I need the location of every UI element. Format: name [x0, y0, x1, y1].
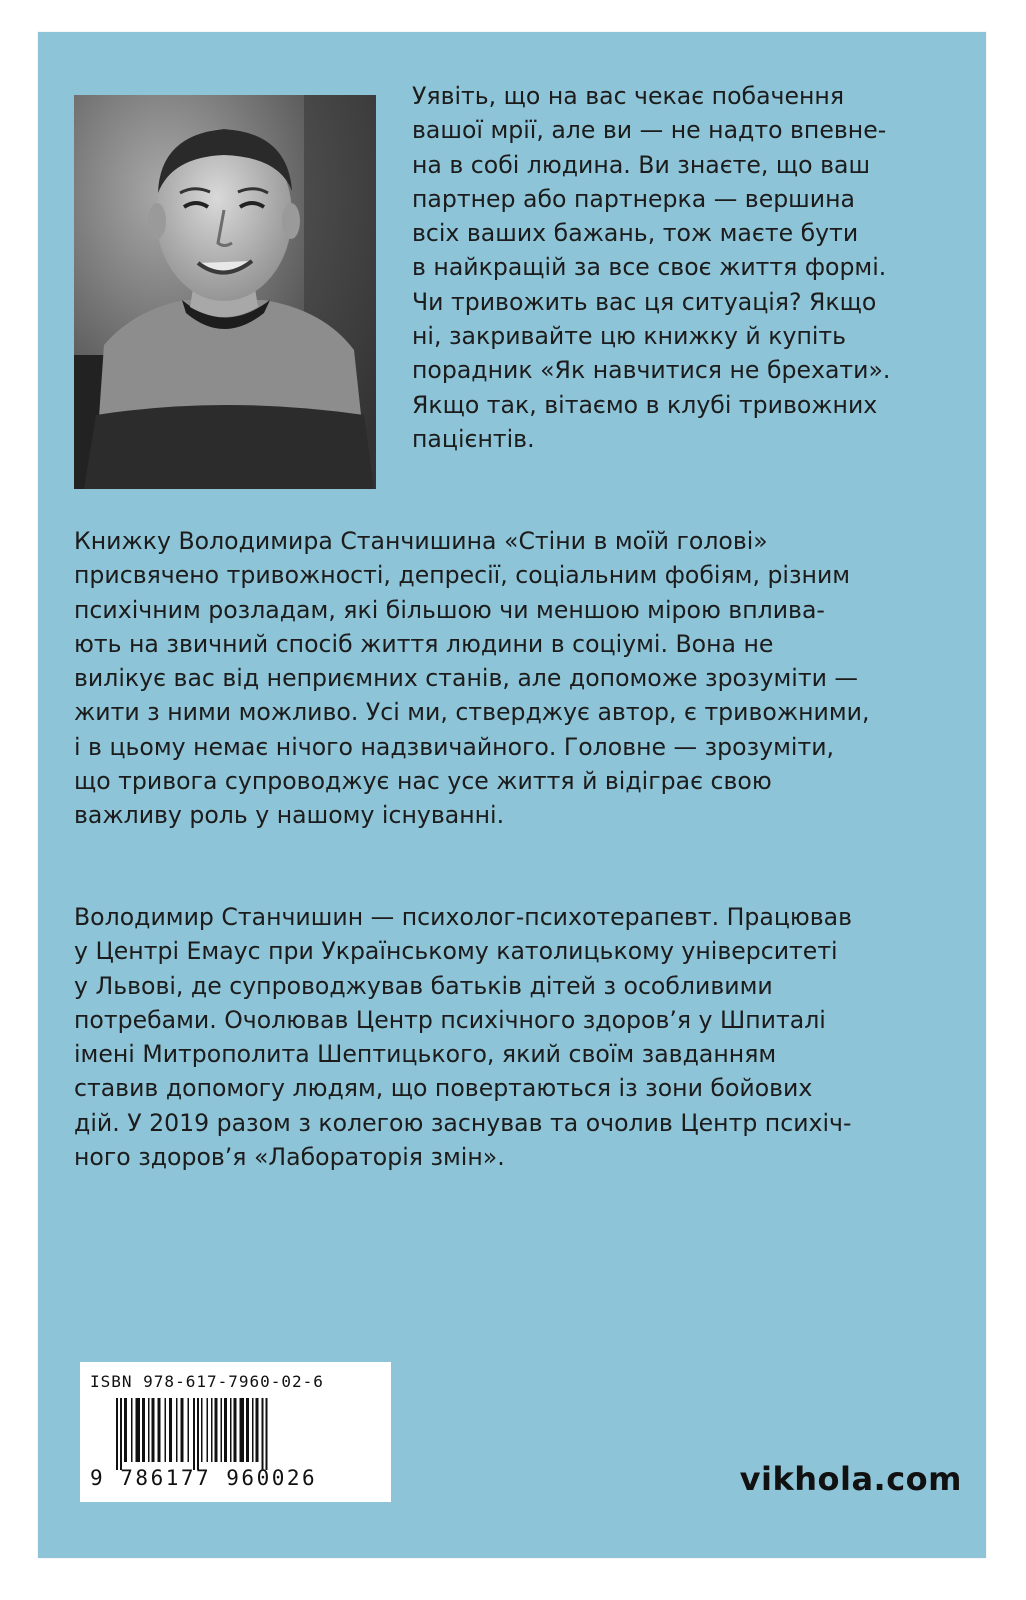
text-line: і в цьому немає нічого надзвичайного. Головне — зрозуміти, [74, 732, 835, 761]
barcode-bar [116, 1398, 118, 1470]
barcode-bar [165, 1398, 167, 1462]
barcode-bar [224, 1398, 227, 1462]
text-line: що тривога супроводжує нас усе життя й відіграє свою [74, 767, 772, 796]
barcode-bar [230, 1398, 232, 1462]
barcode-bar [201, 1398, 203, 1462]
barcode-bar [221, 1398, 223, 1462]
isbn-barcode-box [80, 1362, 391, 1502]
text-line: Чи тривожить вас ця ситуація? Якщо [412, 287, 877, 316]
barcode-bar [211, 1398, 213, 1462]
barcode-bar [262, 1398, 264, 1470]
text-line: жити з ними можливо. Усі ми, стверджує автор, є тривожними, [74, 698, 870, 727]
text-line: у Львові, де супроводжував батьків дітей з особливими [74, 971, 773, 1000]
text-line: вашої мрії, але ви — не надто впевне- [412, 116, 887, 145]
barcode-bar [240, 1398, 245, 1462]
text-line: пацієнтів. [412, 424, 535, 453]
text-line: ного здоров’я «Лабораторія змін». [74, 1143, 505, 1172]
barcode-bar [136, 1398, 141, 1462]
text-line: ставив допомогу людям, що повертаються із зони бойових [74, 1074, 813, 1103]
barcode-bar [124, 1398, 127, 1462]
book-description [74, 524, 972, 833]
text-line: ні, закривайте цю книжку й купіть [412, 322, 847, 351]
barcode-bar [131, 1398, 133, 1462]
text-line: дій. У 2019 разом з колегою заснував та очолив Центр психіч- [74, 1108, 852, 1137]
publisher-website: vikhola.com [739, 1460, 962, 1498]
text-line: порадник «Як навчитися не брехати». [412, 356, 891, 385]
isbn-label: ISBN 978-617-7960-02-6 [90, 1372, 324, 1391]
barcode-bar [176, 1398, 178, 1462]
text-line: Якщо так, вітаємо в клубі тривожних [412, 390, 878, 419]
barcode-bar [234, 1398, 237, 1462]
barcode-bar [169, 1398, 172, 1462]
text-line: на в собі людина. Ви знаєте, що ваш [412, 150, 871, 179]
text-line: партнер або партнерка — вершина [412, 184, 855, 213]
barcode-bar [158, 1398, 161, 1462]
author-photo [74, 95, 376, 489]
barcode [114, 1398, 364, 1470]
barcode-digits: 9 786177 960026 [90, 1466, 318, 1490]
barcode-bar [215, 1398, 218, 1462]
barcode-bar [152, 1398, 155, 1462]
barcode-bar [197, 1398, 199, 1470]
text-line: у Центрі Емаус при Українському католицькому університеті [74, 937, 838, 966]
text-line: імені Митрополита Шептицького, який своїм завданням [74, 1040, 777, 1069]
text-line: присвячено тривожності, депресії, соціальним фобіям, різним [74, 561, 851, 590]
barcode-bar [252, 1398, 254, 1462]
barcode-bar [246, 1398, 249, 1462]
text-line: потребами. Очолював Центр психічного здоров’я у Шпиталі [74, 1005, 826, 1034]
text-line: Книжку Володимира Станчишина «Стіни в моїй голові» [74, 527, 768, 555]
text-line: важливу роль у нашому існуванні. [74, 801, 505, 830]
text-line: Уявіть, що на вас чекає побачення [412, 82, 845, 110]
barcode-bar [207, 1398, 209, 1462]
intro-text [412, 79, 972, 456]
barcode-bar [188, 1398, 190, 1462]
barcode-bar [148, 1398, 150, 1462]
barcode-bar [256, 1398, 259, 1462]
barcode-bar [193, 1398, 195, 1470]
text-line: ють на звичний спосіб життя людини в соціумі. Вона не [74, 629, 774, 658]
barcode-bar [181, 1398, 184, 1462]
barcode-bar [266, 1398, 268, 1470]
text-line: Володимир Станчишин — психолог-психотерапевт. Працював [74, 903, 853, 931]
text-line: психічним розладам, які більшою чи меншою мірою вплива- [74, 595, 825, 624]
book-back-cover [38, 32, 986, 1558]
text-line: вилікує вас від неприємних станів, але допоможе зрозуміти — [74, 664, 859, 693]
text-line: всіх ваших бажань, тож маєте бути [412, 219, 859, 248]
text-line: в найкращій за все своє життя формі. [412, 253, 887, 282]
barcode-bar [120, 1398, 122, 1470]
author-bio [74, 900, 972, 1174]
barcode-bar [142, 1398, 145, 1462]
